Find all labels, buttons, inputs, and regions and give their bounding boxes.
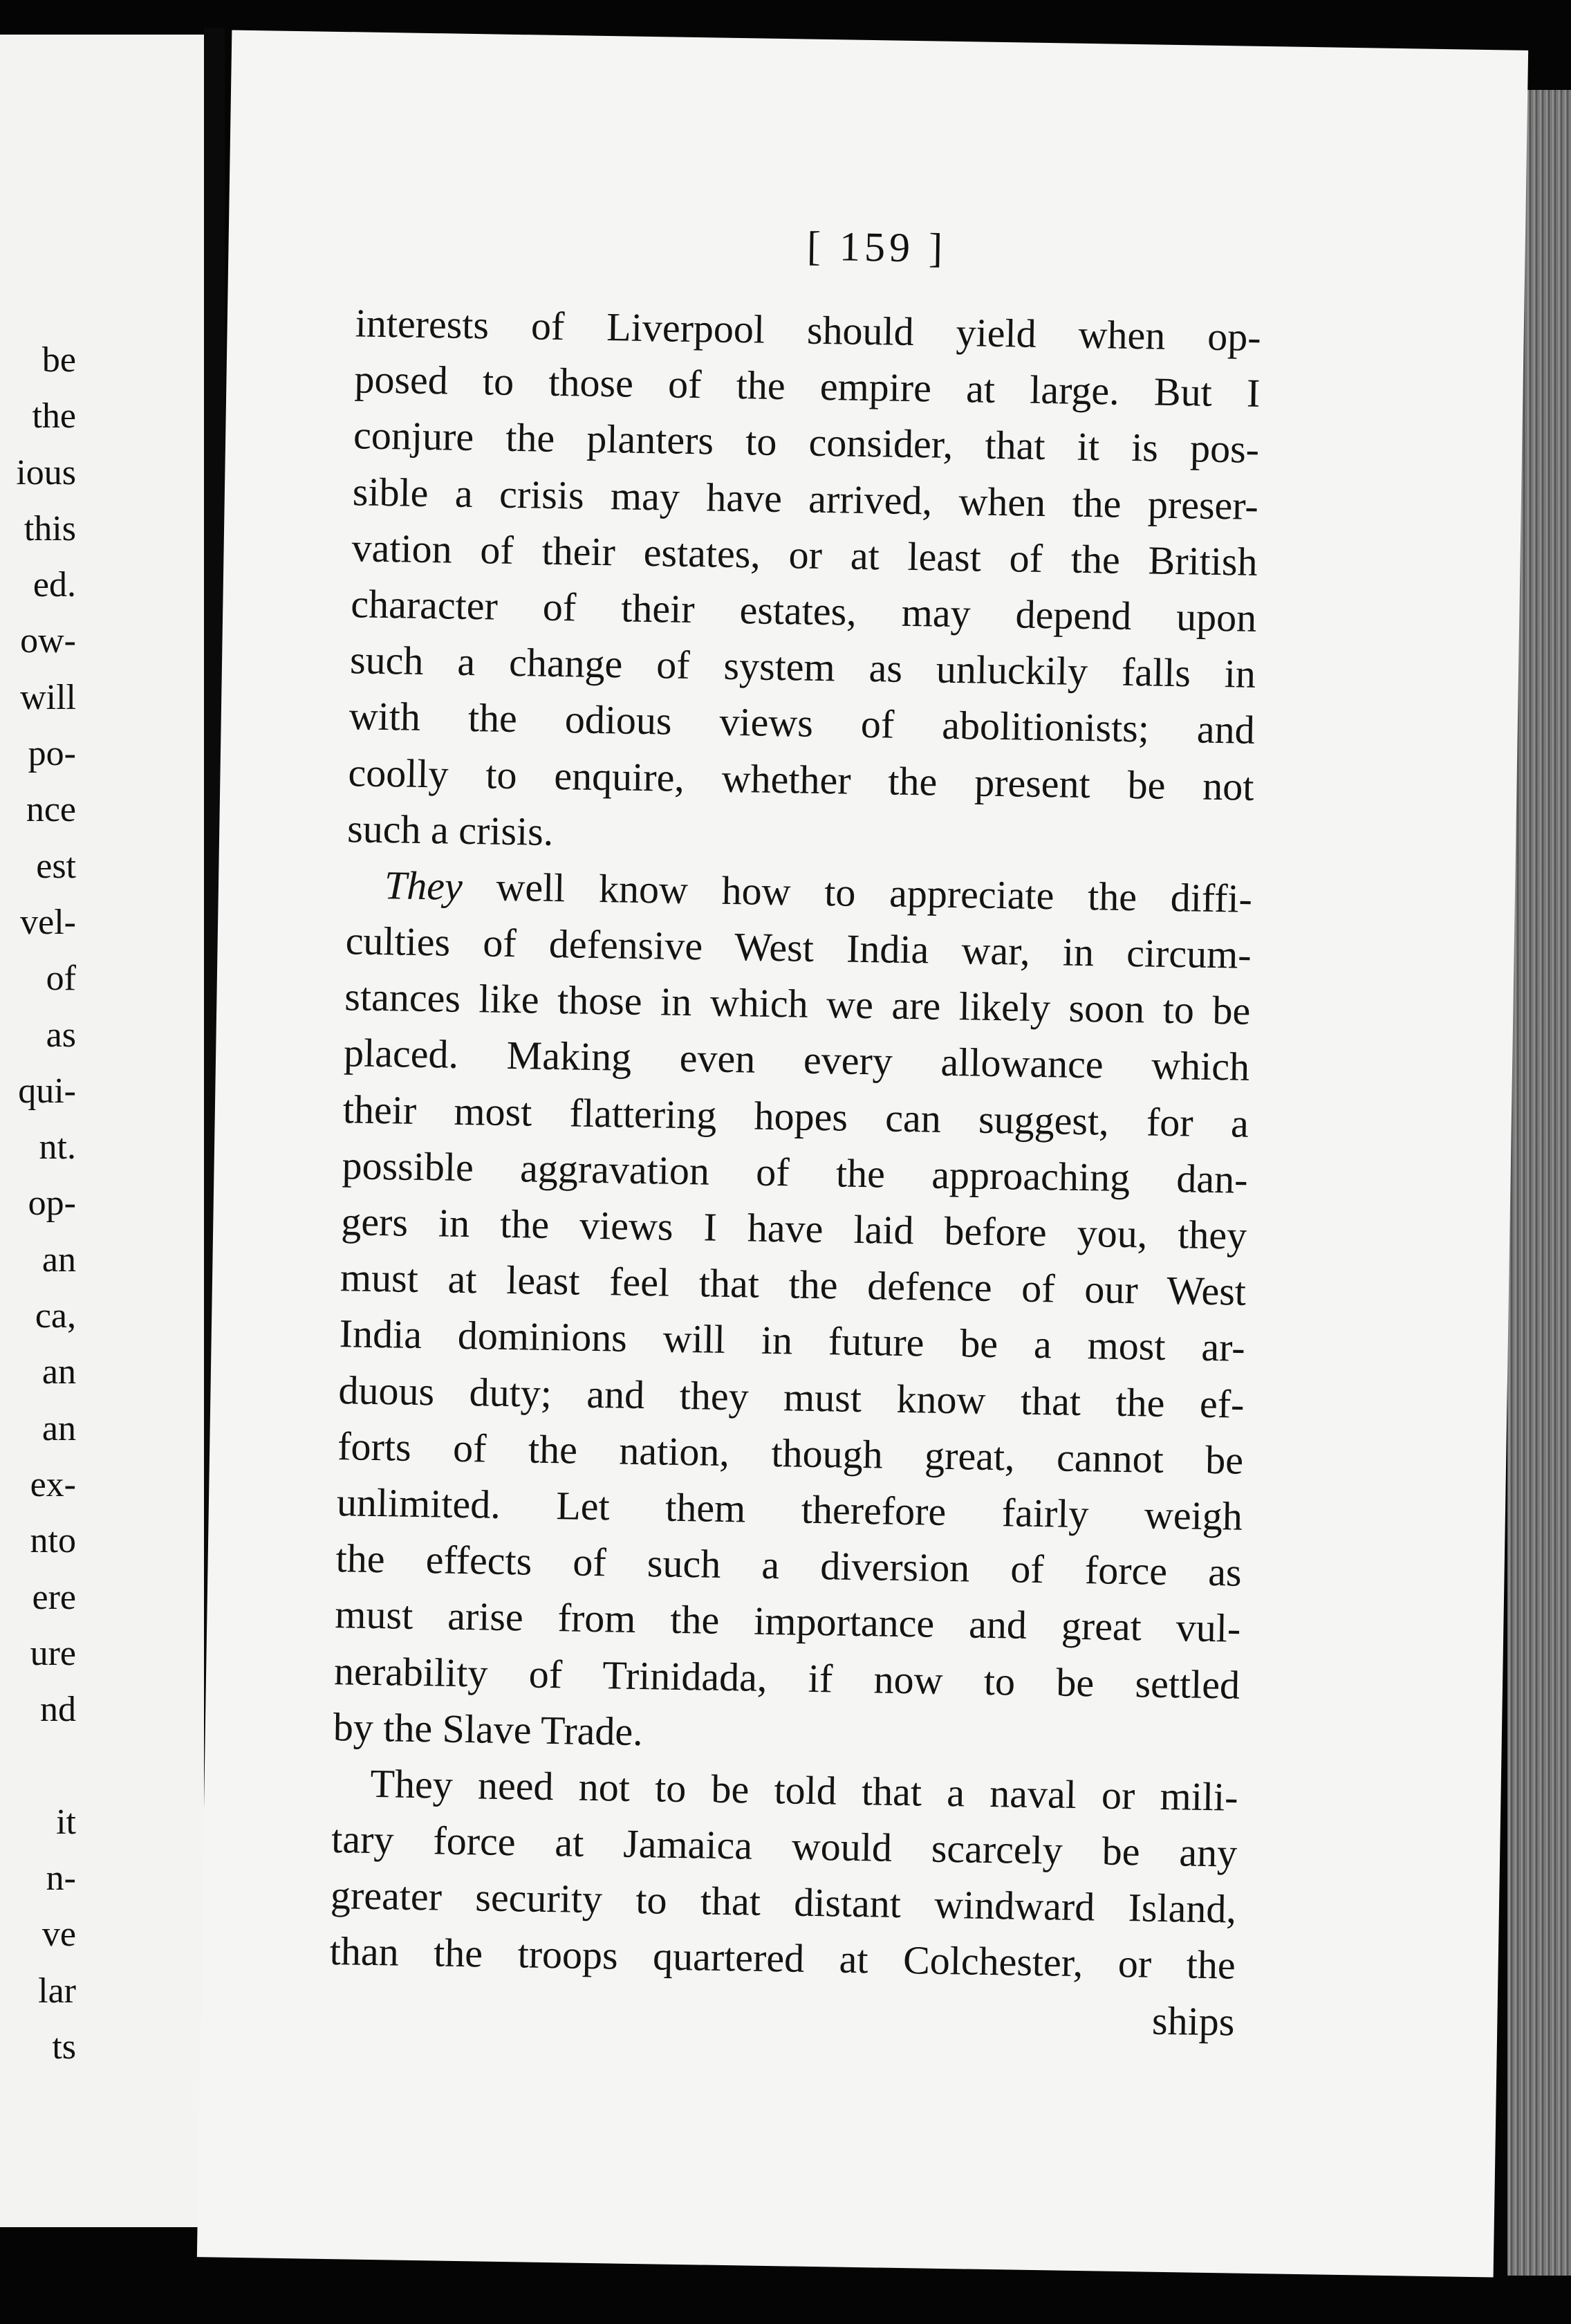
text-line: sible a crisis may have arrived, when the preser- <box>352 468 1259 528</box>
left-fragment-line: nd <box>40 1690 76 1730</box>
text-line: such a change of system as unluckily falls in <box>349 637 1256 697</box>
text-line: forts of the nation, though great, cannot be <box>337 1423 1244 1483</box>
left-fragment-line: ex- <box>30 1464 76 1504</box>
text-line: by the Slave Trade. <box>333 1704 644 1754</box>
text-line: culties of defensive West India war, in circum- <box>345 918 1252 977</box>
left-fragment-line: the <box>32 396 76 436</box>
left-fragment-line: lar <box>38 1971 76 2011</box>
left-fragment-line: ve <box>41 1915 76 1955</box>
text-line: than the troops quartered at Colchester, or the <box>329 1928 1236 1989</box>
italic-word: They <box>384 862 463 909</box>
left-fragment-line: op- <box>28 1183 76 1224</box>
left-fragment-line: ious <box>16 452 76 492</box>
text-line: posed to those of the empire at large. But I <box>353 356 1261 416</box>
text-line: greater security to that distant windward Island, <box>330 1872 1237 1932</box>
left-fragment-line: vel- <box>20 902 76 942</box>
text-line: coolly to enquire, whether the present be not <box>348 749 1254 809</box>
left-fragment-line: ere <box>32 1577 76 1617</box>
left-fragment-line <box>0 1737 76 1793</box>
left-fragment-line: it <box>56 1802 76 1842</box>
left-fragment-line: nce <box>26 790 76 830</box>
left-fragment-line: will <box>20 677 76 717</box>
left-fragment-line: of <box>46 959 76 999</box>
text-line: the effects of such a diversion of force as <box>335 1536 1243 1595</box>
text-line: must arise from the importance and great vul- <box>334 1592 1241 1651</box>
text-line: their most flattering hopes can suggest, for a <box>342 1086 1249 1146</box>
text-line: interests of Liverpool should yield when op- <box>355 300 1262 360</box>
left-fragment-line: est <box>36 846 76 886</box>
text-line: India dominions will in future be a most ar- <box>339 1311 1246 1371</box>
left-fragment-line: ts <box>52 2027 76 2067</box>
main-page <box>197 30 1528 2277</box>
text-line: character of their estates, may depend upon <box>350 581 1257 640</box>
left-fragment-line: as <box>46 1015 76 1055</box>
body-text <box>328 295 1261 2049</box>
text-line: placed. Making even every allowance which <box>343 1030 1250 1090</box>
left-fragment-line: qui- <box>18 1071 76 1111</box>
text-line: They need not to be told that a naval or mili- <box>370 1760 1238 1820</box>
left-fragment-line: ow- <box>20 621 76 661</box>
text-line: nerability of Trinidada, if now to be settled <box>333 1648 1240 1708</box>
left-page-text-fragments <box>0 332 76 2075</box>
text-line: possible aggravation of the approaching dan- <box>342 1142 1248 1202</box>
text-line: duous duty; and they must know that the ef- <box>338 1367 1245 1427</box>
left-facing-page <box>0 35 204 2227</box>
text-line: vation of their estates, or at least of the British <box>351 525 1258 584</box>
left-fragment-line: po- <box>28 734 76 774</box>
left-fragment-line: be <box>41 340 76 380</box>
line-text: well know how to appreciate the diffi- <box>462 863 1253 921</box>
left-fragment-line: ca, <box>35 1296 76 1336</box>
text-line: conjure the planters to consider, that it is pos- <box>353 412 1260 472</box>
left-fragment-line: nt. <box>39 1127 76 1168</box>
left-fragment-line: an <box>41 1408 76 1448</box>
text-line: unlimited. Let them therefore fairly weigh <box>336 1479 1243 1539</box>
page-number: [ 159 ] <box>806 223 947 271</box>
catchword: ships <box>1151 1998 1235 2045</box>
left-fragment-line: n- <box>46 1859 76 1899</box>
text-line: with the odious views of abolitionists; and <box>348 693 1256 753</box>
text-line: must at least feel that the defence of our West <box>340 1255 1247 1314</box>
text-line: tary force at Jamaica would scarcely be any <box>331 1816 1238 1876</box>
left-fragment-line: nto <box>30 1521 76 1561</box>
left-fragment-line: an <box>41 1352 76 1392</box>
text-line: such a crisis. <box>346 805 554 854</box>
text-line: stances like those in which we are likely soon to be <box>344 974 1251 1034</box>
left-fragment-line: ure <box>30 1633 76 1673</box>
left-fragment-line: ed. <box>32 565 76 605</box>
left-fragment-line: this <box>24 508 76 548</box>
left-fragment-line: an <box>41 1239 76 1280</box>
text-line: gers in the views I have laid before you, they <box>340 1199 1247 1258</box>
